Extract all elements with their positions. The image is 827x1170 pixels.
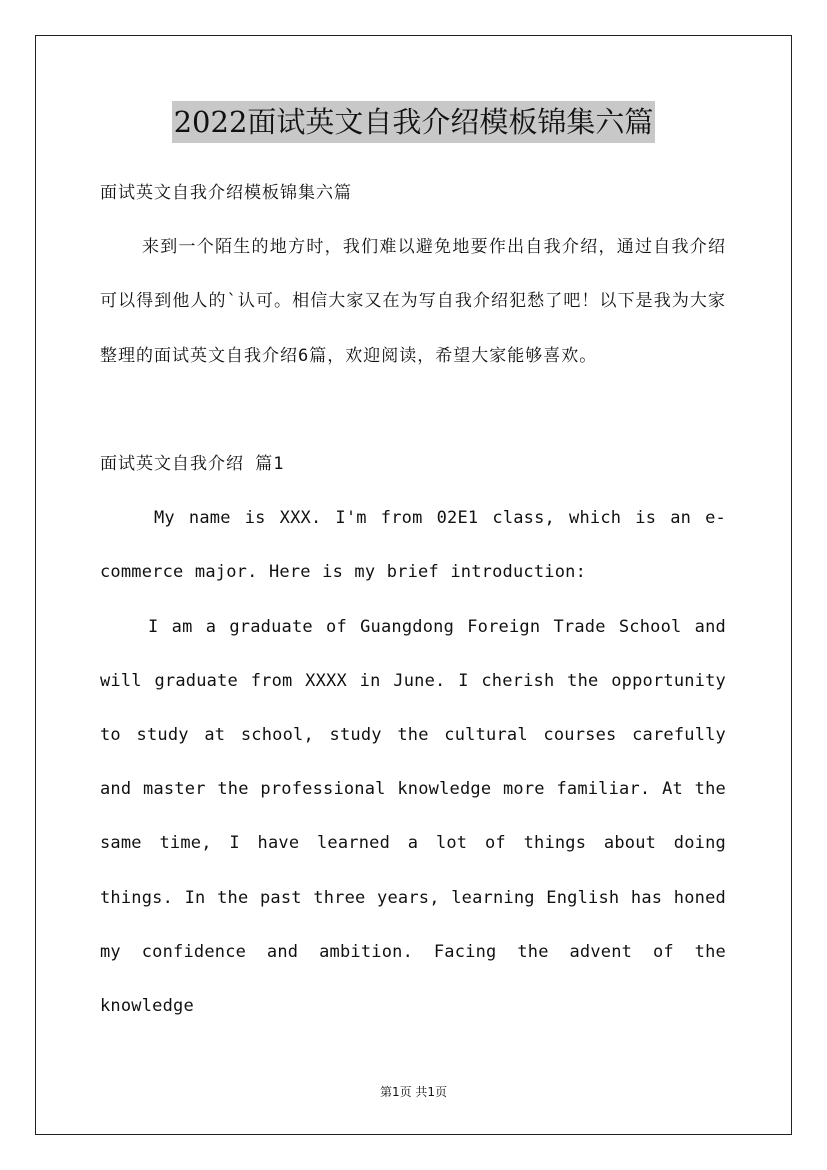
page-footer: [0, 1083, 827, 1100]
document-body: [100, 166, 726, 1033]
document-title: 2022面试英文自我介绍模板锦集六篇: [172, 101, 656, 143]
page-indicator: 第1页 共1页: [379, 1085, 448, 1099]
body-paragraph-2: I am a graduate of Guangdong Foreign Trade School and will graduate from XXXX in June. I cherish the opportunity to study at school, study the cultural courses carefully and master the professional knowledge more familiar. At the same time, I have learned a lot of things about doing things. In the past three years, learning English has honed my confidence and ambition. Facing the advent of the knowledge: [100, 616, 726, 1017]
title-container: [0, 101, 827, 143]
paragraph-spacer: [100, 383, 726, 437]
body-paragraph-1: My name is XXX. I'm from 02E1 class, which is an e-commerce major. Here is my brief introduction:: [100, 508, 726, 583]
intro-paragraph: 来到一个陌生的地方时，我们难以避免地要作出自我介绍，通过自我介绍可以得到他人的`认可。相信大家又在为写自我介绍犯愁了吧！以下是我为大家整理的面试英文自我介绍6篇，欢迎阅读，希望大家能够喜欢。: [100, 237, 726, 366]
document-subtitle: 面试英文自我介绍模板锦集六篇: [100, 183, 352, 203]
section-heading: 面试英文自我介绍 篇1: [100, 454, 285, 474]
